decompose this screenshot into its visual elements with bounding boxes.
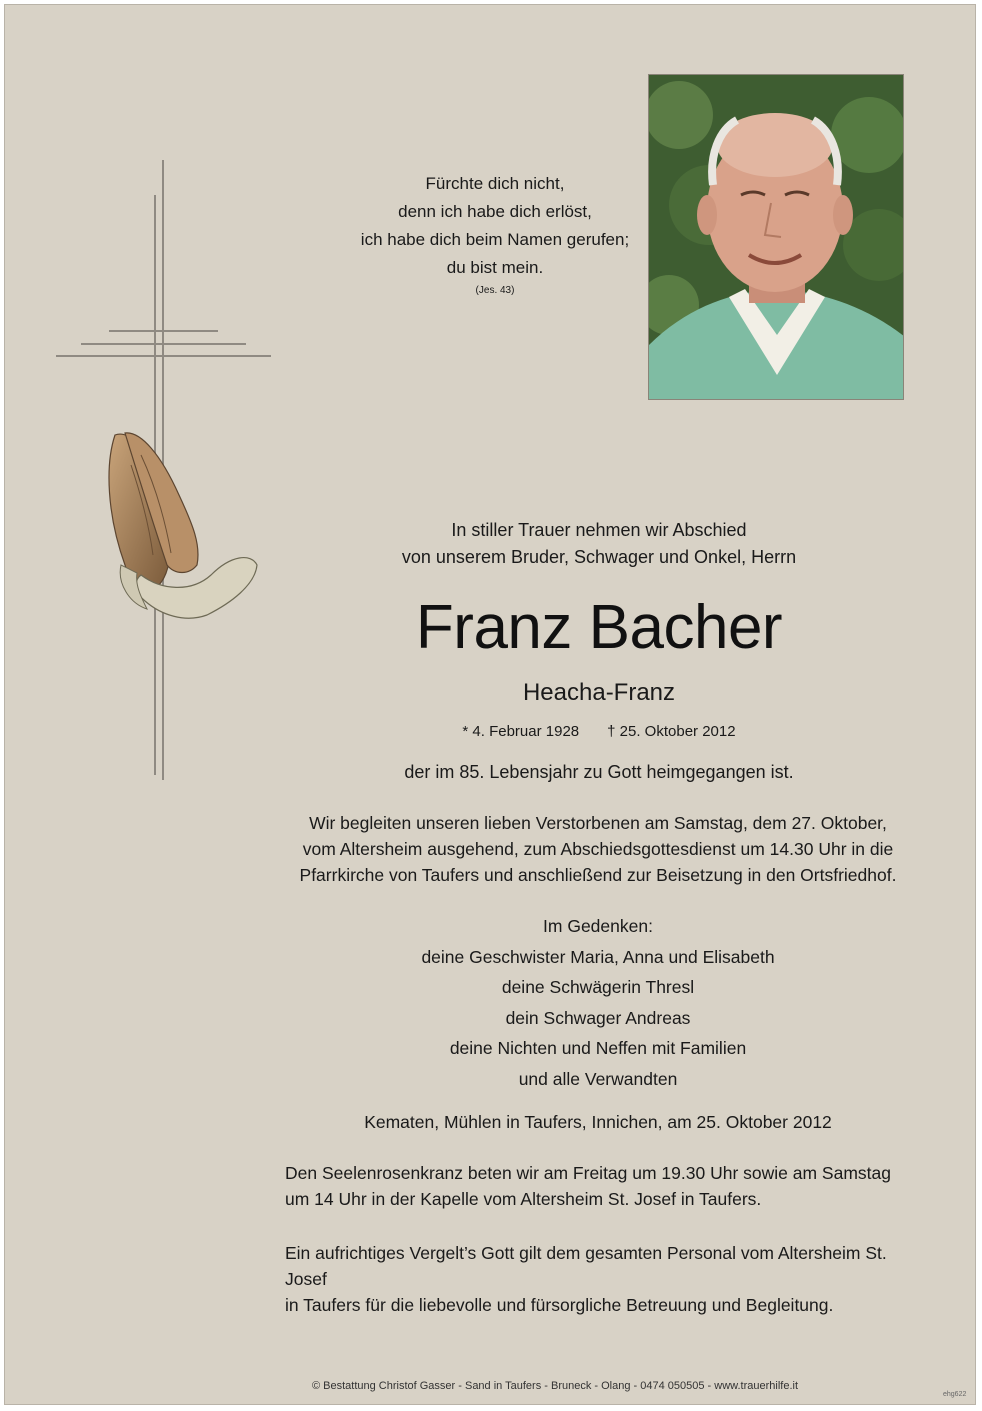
verse-line: Fürchte dich nicht, bbox=[425, 174, 565, 193]
mourner-line: deine Nichten und Neffen mit Familien bbox=[449, 1038, 747, 1058]
verse-line: ich habe dich beim Namen gerufen; bbox=[360, 230, 630, 249]
mourner-line: deine Schwägerin Thresl bbox=[501, 977, 695, 997]
rosary-line: um 14 Uhr in der Kapelle vom Altersheim St. Josef in Taufers. bbox=[285, 1189, 762, 1209]
death-date: † 25. Oktober 2012 bbox=[607, 723, 736, 740]
age-line: der im 85. Lebensjahr zu Gott heimgegangen ist. bbox=[404, 762, 794, 782]
mourner-line: deine Geschwister Maria, Anna und Elisabeth bbox=[421, 946, 775, 967]
mourner-line: dein Schwager Andreas bbox=[505, 1007, 691, 1028]
obituary-card bbox=[4, 4, 976, 1405]
rosary-line: Den Seelenrosenkranz beten wir am Freitag um 19.30 Uhr sowie am Samstag bbox=[285, 1163, 891, 1183]
mourners-list bbox=[275, 911, 921, 1094]
verse-line: denn ich habe dich erlöst, bbox=[398, 202, 592, 221]
praying-hands-icon bbox=[101, 425, 259, 623]
intro-text bbox=[285, 517, 913, 571]
place-date: Kematen, Mühlen in Taufers, Innichen, am 25. Oktober 2012 bbox=[364, 1112, 832, 1132]
thanks-line: in Taufers für die liebevolle und fürsorgliche Betreuung und Begleitung. bbox=[285, 1295, 834, 1315]
bible-verse bbox=[305, 170, 685, 298]
rosary-info bbox=[285, 1160, 921, 1212]
thanks-text bbox=[285, 1240, 921, 1318]
deceased-nickname: Heacha-Franz bbox=[522, 679, 676, 706]
verse-reference: (Jes. 43) bbox=[475, 285, 515, 296]
birth-date: * 4. Februar 1928 bbox=[462, 723, 580, 740]
funeral-line: vom Altersheim ausgehend, zum Abschiedsgottesdienst um 14.30 Uhr in die bbox=[302, 839, 894, 859]
footer-credit: © Bestattung Christof Gasser - Sand in Taufers - Bruneck - Olang - 0474 050505 - www.trauerhilfe.it bbox=[311, 1380, 799, 1392]
funeral-line: Wir begleiten unseren lieben Verstorbenen am Samstag, dem 27. Oktober, bbox=[309, 813, 887, 833]
portrait-image bbox=[649, 75, 904, 400]
life-dates bbox=[285, 721, 913, 743]
deceased-name: Franz Bacher bbox=[415, 593, 783, 662]
intro-line: In stiller Trauer nehmen wir Abschied bbox=[451, 520, 747, 540]
portrait-photo bbox=[648, 74, 904, 400]
mourner-line: und alle Verwandten bbox=[518, 1068, 678, 1089]
mourners-heading: Im Gedenken: bbox=[543, 916, 653, 936]
thanks-line: Ein aufrichtiges Vergelt’s Gott gilt dem gesamten Personal vom Altersheim St. Josef bbox=[285, 1243, 887, 1289]
template-code: ehg622 bbox=[943, 1391, 967, 1398]
funeral-info bbox=[275, 810, 921, 888]
intro-line: von unserem Bruder, Schwager und Onkel, Herrn bbox=[401, 547, 797, 567]
verse-line: du bist mein. bbox=[446, 258, 544, 277]
funeral-line: Pfarrkirche von Taufers und anschließend zur Beisetzung in den Ortsfriedhof. bbox=[299, 865, 897, 885]
